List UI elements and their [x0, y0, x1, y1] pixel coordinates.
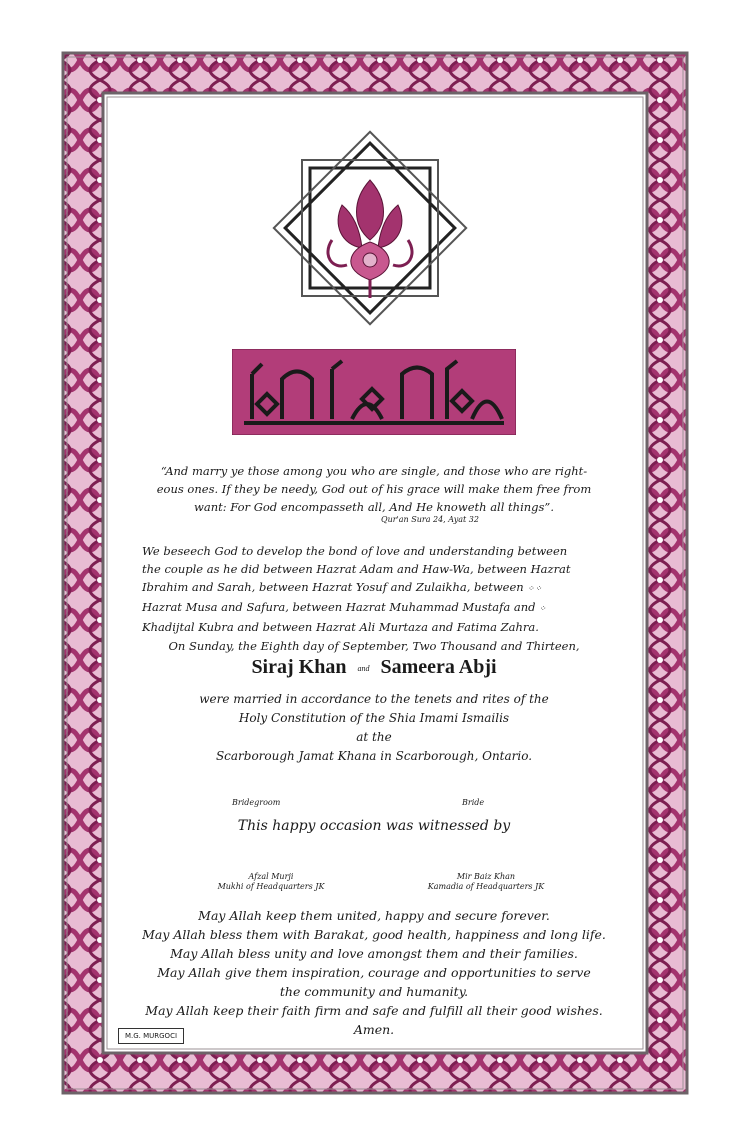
marriage-statement	[110, 690, 638, 766]
verse-citation: Qur'an Sura 24, Ayat 32	[381, 515, 479, 524]
witnessed-line: This happy occasion was witnessed by	[237, 818, 511, 834]
couple-names	[110, 656, 638, 679]
statement-line: at the	[356, 730, 392, 744]
statement-line: Scarborough Jamat Khana in Scarborough, Ontario.	[215, 749, 533, 763]
bridegroom-label: Bridegroom	[232, 798, 281, 807]
blessings	[110, 906, 638, 1039]
ceremony-date: On Sunday, the Eighth day of September, Two Thousand and Thirteen,	[168, 639, 580, 653]
verse-line: “And marry ye those among you who are single, and those who are right-	[160, 464, 588, 478]
prayer-line: Hazrat Musa and Safura, between Hazrat Muhammad Mustafa and ⁘	[142, 600, 547, 614]
ornament-dots: ⁘⁘	[527, 584, 543, 593]
floral-star-medallion	[272, 130, 468, 326]
artist-signature: M.G. MURGOCI	[118, 1028, 184, 1044]
verse-line: eous ones. If they be needy, God out of his grace will make them free from	[156, 482, 592, 496]
prayer-line: We beseech God to develop the bond of love and understanding between	[142, 544, 568, 558]
and-word: and	[357, 663, 370, 673]
blessing-line: May Allah bless unity and love amongst them and their families.	[170, 946, 578, 961]
groom-name: Siraj Khan	[251, 656, 347, 678]
bride-name: Sameera Abji	[380, 656, 497, 678]
witness-1	[196, 872, 346, 892]
witness-1-title: Mukhi of Headquarters JK	[217, 882, 325, 891]
ornament-dots: ⁘	[539, 604, 547, 613]
witness-2	[406, 872, 566, 892]
prayer-line: Khadijtal Kubra and between Hazrat Ali Murtaza and Fatima Zahra.	[142, 620, 539, 634]
blessing-line: May Allah bless them with Barakat, good health, happiness and long life.	[142, 927, 606, 942]
quran-verse	[110, 462, 638, 516]
statement-line: were married in accordance to the tenets and rites of the	[199, 692, 549, 706]
witness-2-name: Mir Baiz Khan	[456, 872, 516, 881]
bismillah-calligraphy	[232, 349, 516, 435]
blessing-line: May Allah keep them united, happy and secure forever.	[198, 908, 550, 923]
prayer-paragraph	[110, 542, 638, 636]
blessing-line: the community and humanity.	[279, 984, 469, 999]
witness-1-name: Afzal Murji	[248, 872, 294, 881]
verse-line: want: For God encompasseth all, And He knoweth all things”.	[194, 500, 554, 514]
prayer-line: the couple as he did between Hazrat Adam and Haw-Wa, between Hazrat	[142, 562, 571, 576]
blessing-line: May Allah keep their faith firm and safe and fulfill all their good wishes.	[145, 1003, 603, 1018]
blessing-line: May Allah give them inspiration, courage and opportunities to serve	[157, 965, 591, 980]
statement-line: Holy Constitution of the Shia Imami Ismailis	[238, 711, 510, 725]
bride-label: Bride	[462, 798, 485, 807]
prayer-line: Ibrahim and Sarah, between Hazrat Yosuf and Zulaikha, between ⁘⁘	[142, 580, 543, 594]
witness-2-title: Kamadia of Headquarters JK	[427, 882, 545, 891]
certificate-panel	[110, 100, 638, 1045]
blessing-line: Amen.	[353, 1022, 395, 1037]
